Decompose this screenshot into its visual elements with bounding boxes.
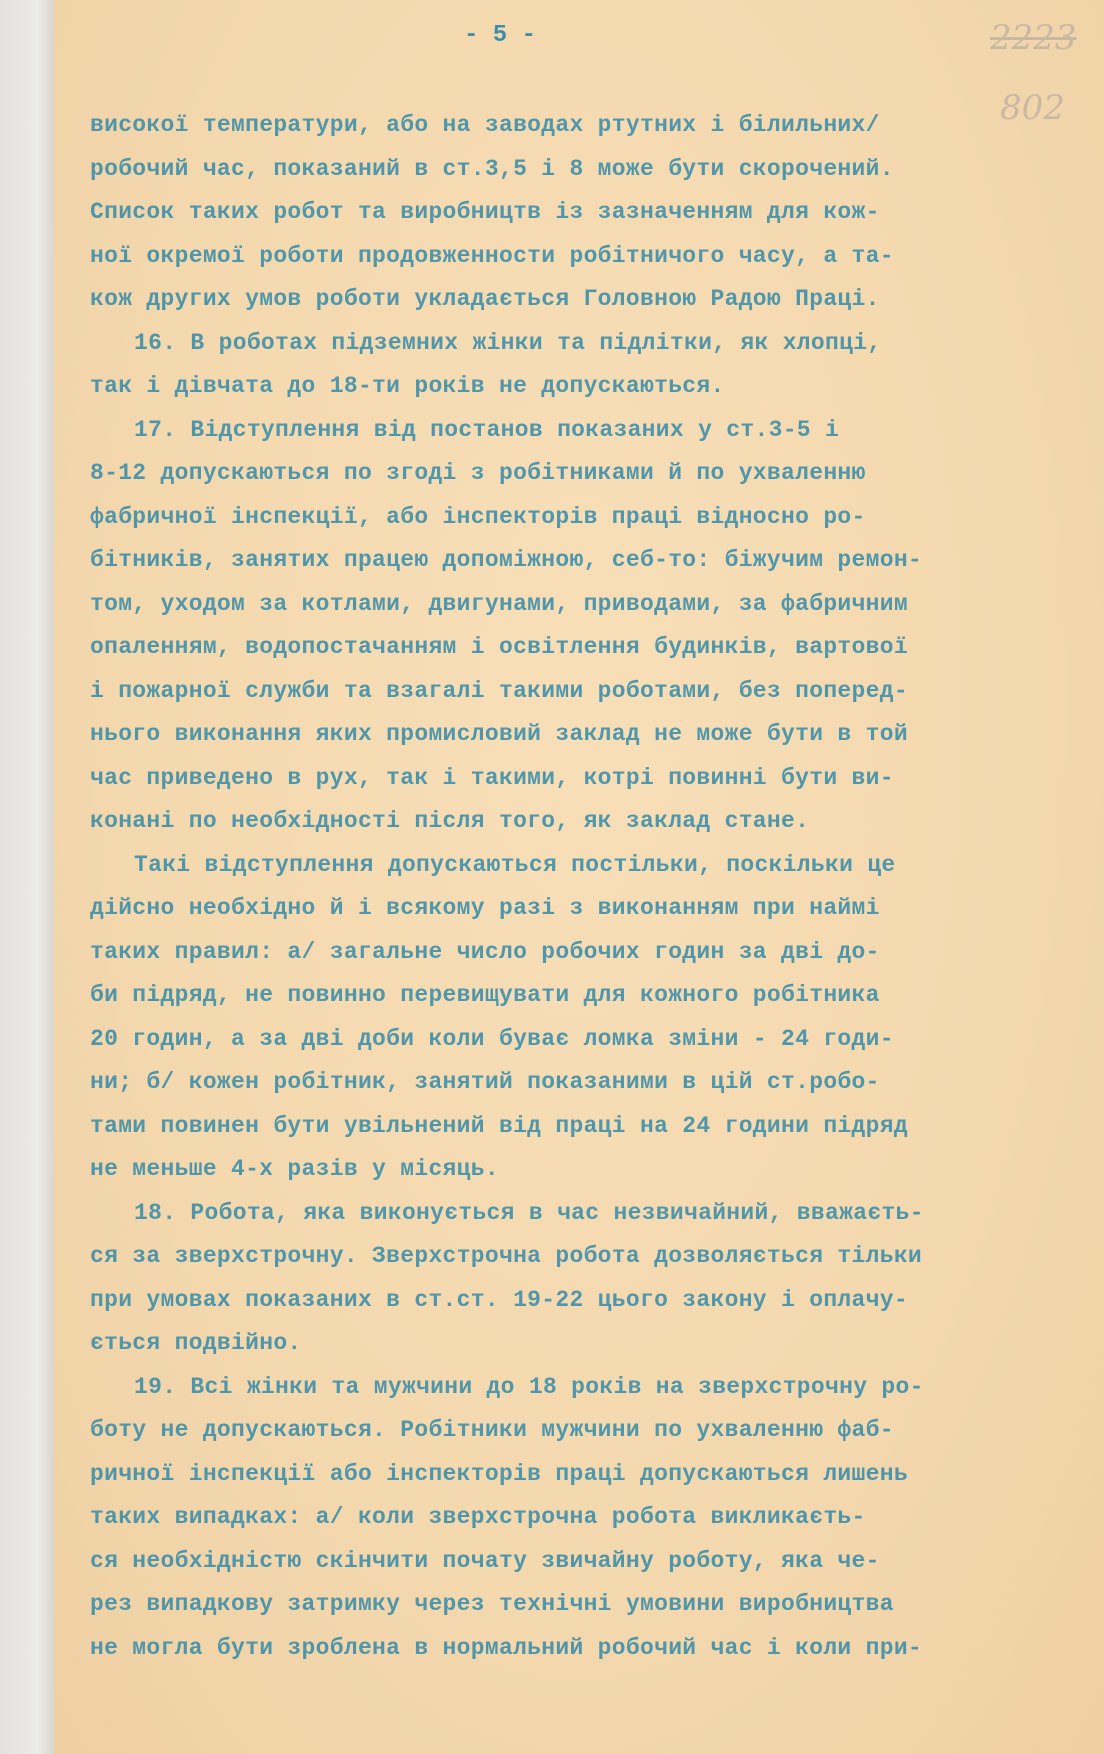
text-line: бітників, занятих працею допоміжною, себ-то: біжучим ремон- — [90, 547, 923, 573]
text-line: нього виконання яких промисловий заклад не може бути в той — [90, 721, 908, 747]
text-line: ся необхідністю скінчити почату звичайну роботу, яка че- — [90, 1547, 880, 1574]
text-line: не меньше 4-х разів у місяць. — [90, 1156, 499, 1182]
text-line: 17. Відступлення від постанов показаних у ст.3-5 і — [134, 416, 840, 443]
text-line: при умовах показаних в ст.ст. 19-22 цього закону і оплачу- — [90, 1286, 908, 1313]
text-line: 18. Робота, яка виконується в час незвичайний, вважаєть- — [134, 1199, 924, 1226]
text-line: том, уходом за котлами, двигунами, приводами, за фабричним — [90, 590, 908, 617]
text-line: боту не допускаються. Робітники мужчини по ухваленню фаб- — [90, 1417, 894, 1443]
text-line: таких правил: а/ загальне число робочих годин за дві до- — [90, 938, 880, 965]
text-line: би підряд, не повинно перевищувати для кожного робітника — [90, 982, 880, 1008]
text-line: ни; б/ кожен робітник, занятий показаними в цій ст.робо- — [90, 1069, 880, 1095]
text-line: так і дівчата до 18-ти років не допускаються. — [90, 373, 725, 399]
text-line: ричної інспекції або інспекторів праці допускаються лишень — [90, 1460, 908, 1487]
text-line: дійсно необхідно й і всякому разі з виконанням при наймі — [90, 895, 880, 921]
text-line: час приведено в рух, так і такими, котрі повинні бути ви- — [90, 764, 894, 791]
text-line: ється подвійно. — [90, 1330, 302, 1356]
page-number: - 5 - — [463, 22, 536, 49]
text-line: робочий час, показаний в ст.3,5 і 8 може бути скорочений. — [90, 155, 894, 182]
text-line: таких випадках: а/ коли зверхстрочна робота викликаєть- — [90, 1504, 866, 1530]
text-line: і пожарної служби та взагалі такими роботами, без поперед- — [90, 677, 908, 704]
text-line: опаленням, водопостачанням і освітлення будинків, вартової — [90, 634, 908, 660]
text-line: тами повинен бути увільнений від праці на 24 години підряд — [90, 1112, 908, 1139]
text-line: кож других умов роботи укладається Головною Радою Праці. — [90, 286, 880, 312]
scan-margin-strip — [0, 0, 54, 1754]
text-line: 16. В роботах підземних жінки та підлітки, як хлопці, — [134, 329, 882, 356]
text-line: 8-12 допускаються по згоді з робітниками й по ухваленню — [90, 460, 866, 486]
text-line: ної окремої роботи продовженности робітничого часу, а та- — [90, 242, 894, 269]
text-line: ся за зверхстрочну. Зверхстрочна робота дозволяється тільки — [90, 1243, 923, 1269]
text-line: 20 годин, а за дві доби коли буває ломка зміни - 24 годи- — [90, 1025, 894, 1052]
archival-mark: 802 — [1000, 88, 1065, 128]
text-line: Список таких робот та виробництв із зазначенням для кож- — [90, 199, 880, 225]
text-line: фабричної інспекції, або інспекторів праці відносно ро- — [90, 503, 866, 530]
text-line: конані по необхідності після того, як заклад стане. — [90, 808, 810, 834]
text-line: не могла бути зроблена в нормальний робочий час і коли при- — [90, 1634, 923, 1661]
text-line: високої температури, або на заводах ртутних і білильних/ — [90, 112, 880, 138]
text-line: Такі відступлення допускаються постільки, поскільки це — [134, 851, 896, 878]
document-body — [90, 104, 1070, 1670]
text-line: 19. Всі жінки та мужчини до 18 років на зверхстрочну ро- — [134, 1373, 924, 1400]
archival-mark-crossed: 2223 — [990, 18, 1077, 58]
text-line: рез випадкову затримку через технічні умовини виробництва — [90, 1591, 894, 1617]
